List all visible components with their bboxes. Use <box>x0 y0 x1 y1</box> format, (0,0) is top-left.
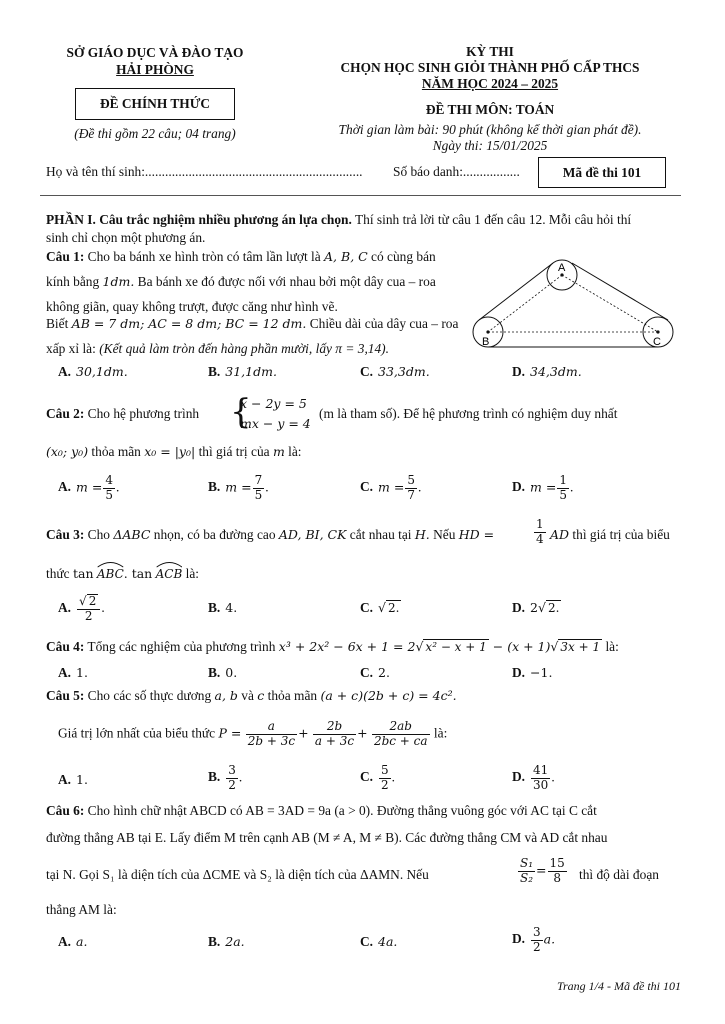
q3-fraction-quarter: $\frac{1}{4}$ <box>536 517 544 546</box>
q1-line-3: không giãn, quay không trượt, được căng như hình vẽ. <box>46 299 338 314</box>
q2-label: Câu 2: <box>46 406 85 421</box>
exam-code: Mã đề thi 101 <box>562 165 642 180</box>
q1-line-1: Câu 1: Cho ba bánh xe hình tròn có tâm lần lượt là A, B, C có cùng bán <box>46 249 436 264</box>
q6-line-4: thẳng AM là: <box>46 902 117 917</box>
segment-ac <box>562 275 658 332</box>
part1-intro-line-2: sinh chỉ chọn một phương án. <box>46 230 206 245</box>
q3-label: Câu 3: <box>46 527 85 542</box>
q6-label: Câu 6: <box>46 803 85 818</box>
q5-line-2: Giá trị lớn nhất của biểu thức P = $\frac{a}{2b + 3c}$ + $\frac{2b}{a + 3c}$ + $\frac{2ab}{2bc + ca}$ là: <box>58 719 448 748</box>
q4-option-c[interactable]: C. 2. <box>360 665 390 680</box>
candidate-name-label: Họ và tên thí sinh:................................................................. <box>46 164 363 179</box>
exam-title <box>270 44 710 92</box>
q2-system <box>240 394 311 434</box>
q4-line-1: Câu 4: Tổng các nghiệm của phương trình x³ + 2x² − 6x + 1 = 2√ x² − x + 1 − (x + 1)√ 3x + 1 là: <box>46 639 619 654</box>
q6-line-3: tại N. Gọi S₁ là diện tích của ΔCME và S₂ là diện tích của ΔAMN. Nếu <box>46 867 429 882</box>
q2-line-1-end: (m là tham số). Để hệ phương trình có nghiệm duy nhất <box>319 406 618 421</box>
q6-option-a[interactable]: A. a. <box>58 934 88 949</box>
department-name <box>40 44 270 78</box>
q2-option-c[interactable]: C. m = $\frac{5}{7}$ . <box>360 473 422 502</box>
q2-option-d[interactable]: D. m = $\frac{1}{5}$ . <box>512 473 574 502</box>
q2-line-2: (x₀; y₀) thỏa mãn x₀ = |y₀| thì giá trị của m là: <box>46 444 302 459</box>
q5-label: Câu 5: <box>46 688 85 703</box>
belt-ab-outer <box>479 263 553 320</box>
belt-wheels-figure <box>470 255 682 355</box>
q1-label: Câu 1: <box>46 249 85 264</box>
q4-label: Câu 4: <box>46 639 85 654</box>
part1-title: PHẦN I. Câu trắc nghiệm nhiều phương án lựa chọn. <box>46 212 352 227</box>
label-a: A <box>558 262 566 274</box>
q4-option-d[interactable]: D. −1. <box>512 665 553 680</box>
q6-line-2: đường thẳng AB tại E. Lấy điểm M trên cạnh AB (M ≠ A, M ≠ B). Các đường thẳng CM và AD cắt nhau <box>46 830 608 845</box>
q3-option-b[interactable]: B. 4. <box>208 600 238 615</box>
q3-line-1-end: AD thì giá trị của biểu <box>550 527 670 542</box>
header-divider <box>40 195 681 196</box>
q6-ratio: $\frac{\text{S₁}}{\text{S₂}}$ = $\frac{15}{8}$ <box>520 856 565 885</box>
q1-option-b[interactable]: B. 31,1dm. <box>208 364 277 379</box>
system-brace: { <box>230 392 252 432</box>
q6-option-b[interactable]: B. 2a. <box>208 934 245 949</box>
exam-line-2: CHỌN HỌC SINH GIỎI THÀNH PHỐ CẤP THCS <box>340 60 640 75</box>
q6-option-d[interactable]: D. $\frac{3}{2}$ a. <box>512 925 556 954</box>
exam-time <box>270 122 710 154</box>
q6-line-3-end: thì độ dài đoạn <box>579 867 659 882</box>
exam-line-1: KỲ THI <box>466 44 514 59</box>
q2-option-b[interactable]: B. m = $\frac{7}{5}$ . <box>208 473 269 502</box>
q6-line-1: Câu 6: Cho hình chữ nhật ABCD có AB = 3AD = 9a (a > 0). Đường thẳng vuông góc với AC tại C cắt <box>46 803 597 818</box>
q4-option-b[interactable]: B. 0. <box>208 665 238 680</box>
q5-option-d[interactable]: D. $\frac{41}{30}$ . <box>512 763 555 792</box>
exam-subject: ĐỀ THI MÔN: TOÁN <box>425 102 555 117</box>
q1-option-a[interactable]: A. 30,1dm. <box>58 364 128 379</box>
q1-line-2: kính bằng 1dm. Ba bánh xe đó được nối với nhau bởi một dây cua – roa <box>46 274 436 289</box>
q6-option-c[interactable]: C. 4a. <box>360 934 398 949</box>
q2-option-a[interactable]: A. m = $\frac{4}{5}$ . <box>58 473 120 502</box>
exam-code-box <box>538 157 666 188</box>
q2-eq1: x − 2y = 5 <box>240 396 307 411</box>
page-count-note: (Đề thi gồm 22 câu; 04 trang) <box>74 126 236 141</box>
q4-option-a[interactable]: A. 1. <box>58 665 88 680</box>
q5-option-c[interactable]: C. $\frac{5}{2}$ . <box>360 763 396 792</box>
q3-line-2: thức tan ABC. tan ACB là: <box>46 566 199 582</box>
q5-option-b[interactable]: B. $\frac{3}{2}$ . <box>208 763 243 792</box>
q3-option-d[interactable]: D. 2√ 2. <box>512 600 560 615</box>
label-c: C <box>653 336 661 348</box>
q3-line-1: Câu 3: Cho ΔABC nhọn, có ba đường cao AD, BI, CK cắt nhau tại H. Nếu HD = <box>46 527 495 542</box>
q3-option-a[interactable]: A. $\frac{√ 2}{2}$ . <box>58 594 105 623</box>
belt-ac-outer <box>572 263 668 320</box>
q1-option-c[interactable]: C. 33,3dm. <box>360 364 430 379</box>
q5-line-1: Câu 5: Cho các số thực dương a, b và c thỏa mãn (a + c)(2b + c) = 4c². <box>46 688 457 703</box>
q3-option-c[interactable]: C. √ 2. <box>360 600 400 615</box>
q5-option-a[interactable]: A. 1. <box>58 772 88 787</box>
q2-eq2: mx − y = 4 <box>240 416 311 431</box>
q1-option-d[interactable]: D. 34,3dm. <box>512 364 582 379</box>
exam-line-3: NĂM HỌC 2024 – 2025 <box>421 76 559 91</box>
dept-line-1: SỞ GIÁO DỤC VÀ ĐÀO TẠO <box>66 45 244 60</box>
official-label: ĐỀ CHÍNH THỨC <box>99 96 211 111</box>
label-b: B <box>482 336 490 348</box>
time-note: Thời gian làm bài: 90 phút (không kể thời gian phát đề). <box>338 122 642 137</box>
candidate-number-label: Số báo danh:................. <box>393 164 520 179</box>
q1-line-4: Biết AB = 7 dm; AC = 8 dm; BC = 12 dm. Chiều dài của dây cua – roa <box>46 316 459 331</box>
page-footer: Trang 1/4 - Mã đề thi 101 <box>556 979 681 993</box>
segment-ab <box>488 275 562 332</box>
part1-intro: PHẦN I. Câu trắc nghiệm nhiều phương án lựa chọn. Thí sinh trả lời từ câu 1 đến câu 12. Mỗi câu hỏi thí <box>46 212 632 227</box>
exam-date: Ngày thi: 15/01/2025 <box>432 138 548 153</box>
q1-line-5: xấp xỉ là: (Kết quả làm tròn đến hàng phần mười, lấy π = 3,14). <box>46 341 389 356</box>
dept-line-2: HẢI PHÒNG <box>116 62 194 77</box>
official-label-box <box>75 88 235 120</box>
q2-line-1-start: Câu 2: Cho hệ phương trình <box>46 406 200 421</box>
